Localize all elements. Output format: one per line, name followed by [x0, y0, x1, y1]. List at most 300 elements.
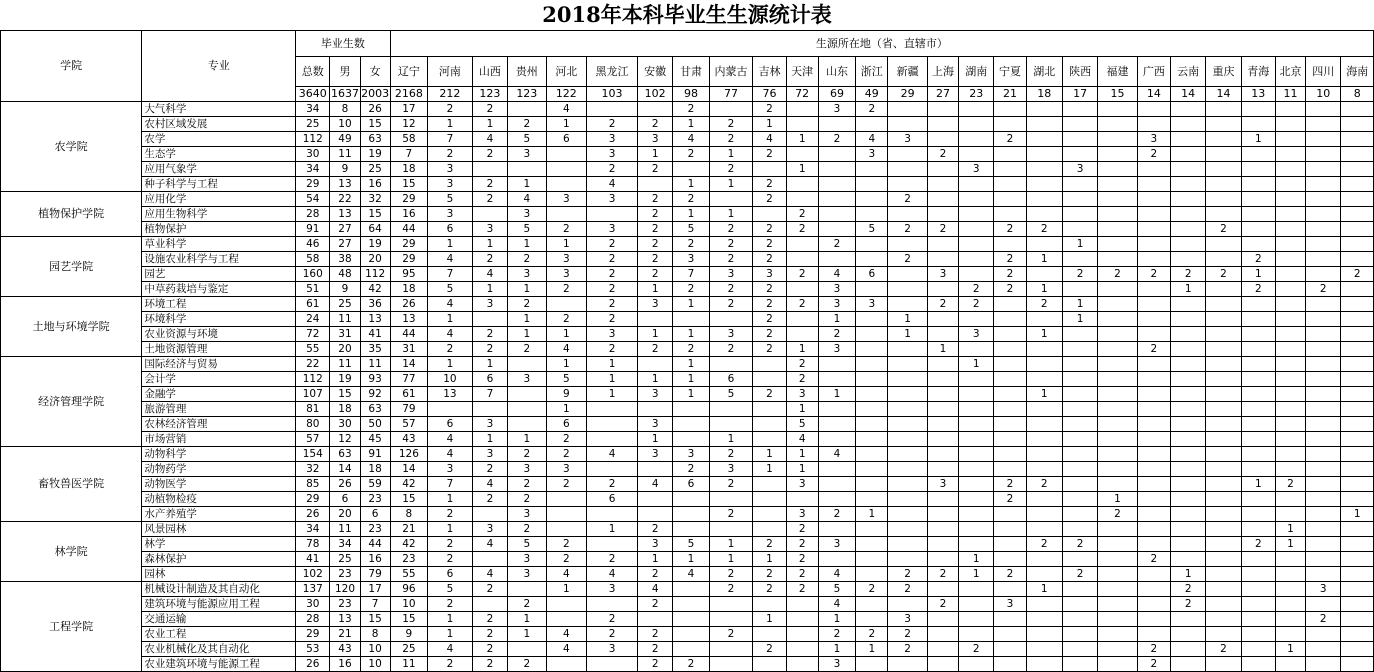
data-cell: 14: [390, 357, 427, 372]
total-cell: 14: [1171, 87, 1206, 102]
data-cell: [959, 207, 994, 222]
data-cell: 1: [786, 342, 818, 357]
data-cell: [1098, 282, 1137, 297]
data-cell: 2: [508, 522, 546, 537]
data-cell: [1098, 522, 1137, 537]
data-cell: [546, 297, 587, 312]
data-cell: 8: [330, 102, 360, 117]
data-cell: [709, 192, 753, 207]
data-cell: [1306, 567, 1341, 582]
data-cell: 6: [587, 492, 638, 507]
data-cell: [1026, 462, 1062, 477]
data-cell: [1275, 402, 1305, 417]
data-cell: 11: [330, 522, 360, 537]
data-cell: 2: [472, 612, 507, 627]
table-row: [1, 552, 1374, 567]
data-cell: 2: [709, 567, 753, 582]
province-column-header: 湖北: [1026, 57, 1062, 87]
table-row: [1, 297, 1374, 312]
data-cell: [1137, 477, 1170, 492]
data-cell: 1: [508, 177, 546, 192]
major-cell: 国际经济与贸易: [142, 357, 296, 372]
data-cell: 5: [428, 192, 473, 207]
data-cell: [1026, 207, 1062, 222]
data-cell: 102: [296, 567, 330, 582]
data-cell: [1275, 627, 1305, 642]
data-cell: 12: [330, 432, 360, 447]
data-cell: [709, 102, 753, 117]
data-cell: [1098, 612, 1137, 627]
data-cell: [1306, 312, 1341, 327]
data-cell: [1098, 387, 1137, 402]
data-cell: [927, 657, 958, 672]
college-cell: 园艺学院: [1, 237, 142, 297]
data-cell: [1171, 132, 1206, 147]
data-cell: [1275, 117, 1305, 132]
data-cell: [753, 162, 786, 177]
data-cell: [1341, 522, 1374, 537]
data-cell: [856, 192, 888, 207]
data-cell: [888, 522, 927, 537]
data-cell: 112: [360, 267, 390, 282]
data-cell: 1: [673, 177, 709, 192]
data-cell: 2: [428, 147, 473, 162]
data-cell: 6: [546, 132, 587, 147]
data-cell: [1171, 102, 1206, 117]
major-cell: 林学: [142, 537, 296, 552]
data-cell: [1306, 327, 1341, 342]
province-column-header: 辽宁: [390, 57, 427, 87]
data-cell: [1206, 387, 1241, 402]
major-cell: 市场营销: [142, 432, 296, 447]
data-cell: [1026, 552, 1062, 567]
data-cell: 2: [753, 537, 786, 552]
data-cell: 95: [390, 267, 427, 282]
data-cell: 1: [959, 567, 994, 582]
data-cell: [1026, 192, 1062, 207]
major-cell: 农学: [142, 132, 296, 147]
data-cell: 1: [472, 432, 507, 447]
data-cell: [1137, 507, 1170, 522]
data-cell: [1171, 642, 1206, 657]
data-cell: [1062, 642, 1097, 657]
data-cell: [786, 597, 818, 612]
major-cell: 环境工程: [142, 297, 296, 312]
data-cell: [1137, 297, 1170, 312]
data-cell: [1275, 162, 1305, 177]
data-cell: 2: [888, 642, 927, 657]
data-cell: [856, 462, 888, 477]
data-cell: 1: [546, 357, 587, 372]
data-cell: [709, 312, 753, 327]
data-cell: 2: [472, 147, 507, 162]
data-cell: 96: [390, 582, 427, 597]
data-cell: 4: [818, 447, 855, 462]
data-cell: 1: [546, 582, 587, 597]
data-cell: [1026, 597, 1062, 612]
data-cell: 91: [296, 222, 330, 237]
data-cell: [959, 417, 994, 432]
data-cell: [1306, 102, 1341, 117]
data-cell: [1171, 327, 1206, 342]
data-cell: 1: [709, 177, 753, 192]
data-cell: 1: [709, 552, 753, 567]
statistics-table: [0, 30, 1374, 672]
data-cell: 3: [709, 267, 753, 282]
data-cell: 2: [1062, 267, 1097, 282]
data-cell: 1: [1171, 567, 1206, 582]
data-cell: 3: [508, 507, 546, 522]
data-cell: [587, 417, 638, 432]
data-cell: [1137, 207, 1170, 222]
data-cell: [1241, 207, 1275, 222]
data-cell: [753, 357, 786, 372]
data-cell: [1341, 372, 1374, 387]
data-cell: 1: [709, 432, 753, 447]
data-cell: [1206, 207, 1241, 222]
data-cell: [1062, 522, 1097, 537]
data-cell: 35: [360, 342, 390, 357]
province-column-header: 陕西: [1062, 57, 1097, 87]
data-cell: [856, 162, 888, 177]
data-cell: [994, 147, 1026, 162]
data-cell: 3: [818, 282, 855, 297]
data-cell: [959, 222, 994, 237]
data-cell: 2: [994, 567, 1026, 582]
data-cell: [753, 522, 786, 537]
data-cell: [1275, 102, 1305, 117]
data-cell: 4: [472, 132, 507, 147]
data-cell: [753, 417, 786, 432]
total-cell: 98: [673, 87, 709, 102]
data-cell: 2: [786, 552, 818, 567]
data-cell: [927, 192, 958, 207]
data-cell: [1098, 327, 1137, 342]
data-cell: 2: [587, 627, 638, 642]
province-column-header: 山西: [472, 57, 507, 87]
data-cell: 14: [390, 462, 427, 477]
data-cell: [818, 522, 855, 537]
data-cell: [546, 597, 587, 612]
data-cell: 1: [1171, 282, 1206, 297]
data-cell: 6: [428, 567, 473, 582]
data-cell: 2: [673, 192, 709, 207]
data-cell: 63: [360, 402, 390, 417]
data-cell: [587, 402, 638, 417]
major-cell: 动物药学: [142, 462, 296, 477]
data-cell: 4: [472, 267, 507, 282]
data-cell: [673, 582, 709, 597]
data-cell: [1098, 132, 1137, 147]
data-cell: 3: [673, 252, 709, 267]
data-cell: [1171, 357, 1206, 372]
data-cell: 3: [786, 507, 818, 522]
data-cell: [1062, 327, 1097, 342]
data-cell: [856, 402, 888, 417]
data-cell: 2: [927, 222, 958, 237]
data-cell: [1241, 612, 1275, 627]
data-cell: 2: [428, 342, 473, 357]
data-cell: 2: [428, 657, 473, 672]
data-cell: 2: [959, 642, 994, 657]
data-cell: [1137, 357, 1170, 372]
data-cell: 2: [587, 237, 638, 252]
major-cell: 设施农业科学与工程: [142, 252, 296, 267]
data-cell: 2: [1171, 267, 1206, 282]
data-cell: [888, 177, 927, 192]
data-cell: [1171, 492, 1206, 507]
data-cell: [546, 657, 587, 672]
data-cell: [786, 282, 818, 297]
major-cell: 金融学: [142, 387, 296, 402]
data-cell: 126: [390, 447, 427, 462]
data-cell: [1026, 447, 1062, 462]
data-cell: [1062, 147, 1097, 162]
major-cell: 应用气象学: [142, 162, 296, 177]
data-cell: 4: [428, 297, 473, 312]
data-cell: 3: [1062, 162, 1097, 177]
data-cell: 1: [1241, 132, 1275, 147]
data-cell: [959, 372, 994, 387]
data-cell: 3: [587, 582, 638, 597]
data-cell: 2: [587, 612, 638, 627]
table-row: [1, 282, 1374, 297]
data-cell: [1206, 282, 1241, 297]
data-cell: 5: [428, 582, 473, 597]
data-cell: [1341, 567, 1374, 582]
data-cell: 4: [587, 447, 638, 462]
data-cell: 24: [296, 312, 330, 327]
total-cell: 76: [753, 87, 786, 102]
data-cell: 2: [888, 192, 927, 207]
table-row: [1, 132, 1374, 147]
data-cell: 4: [546, 642, 587, 657]
data-cell: 4: [546, 567, 587, 582]
data-cell: 2: [753, 282, 786, 297]
data-cell: [927, 132, 958, 147]
data-cell: [927, 447, 958, 462]
data-cell: [888, 657, 927, 672]
data-cell: [959, 192, 994, 207]
data-cell: 19: [360, 147, 390, 162]
data-cell: 3: [709, 462, 753, 477]
data-cell: 15: [330, 387, 360, 402]
data-cell: [856, 357, 888, 372]
data-cell: 3: [753, 267, 786, 282]
major-cell: 会计学: [142, 372, 296, 387]
data-cell: [1171, 237, 1206, 252]
data-cell: 1: [546, 402, 587, 417]
data-cell: [638, 177, 673, 192]
data-cell: 2: [508, 117, 546, 132]
data-cell: [587, 432, 638, 447]
data-cell: 25: [330, 552, 360, 567]
data-cell: [1241, 357, 1275, 372]
data-cell: 1: [428, 117, 473, 132]
data-cell: 2: [587, 552, 638, 567]
major-cell: 机械设计制造及其自动化: [142, 582, 296, 597]
data-cell: [1241, 402, 1275, 417]
data-cell: [1206, 177, 1241, 192]
data-cell: [673, 417, 709, 432]
data-cell: [959, 477, 994, 492]
data-cell: 1: [709, 537, 753, 552]
data-cell: [1306, 402, 1341, 417]
data-cell: 5: [856, 222, 888, 237]
table-row: [1, 147, 1374, 162]
data-cell: 2: [786, 537, 818, 552]
total-cell: 212: [428, 87, 473, 102]
data-cell: 4: [818, 597, 855, 612]
data-cell: 1: [546, 237, 587, 252]
data-cell: [1062, 657, 1097, 672]
data-cell: [818, 372, 855, 387]
data-cell: 2: [959, 282, 994, 297]
data-cell: [1137, 282, 1170, 297]
data-cell: [1062, 402, 1097, 417]
total-cell: 17: [1062, 87, 1097, 102]
total-cell: 2168: [390, 87, 427, 102]
data-cell: [1062, 207, 1097, 222]
data-cell: [888, 432, 927, 447]
data-cell: [1275, 372, 1305, 387]
data-cell: 2: [1137, 657, 1170, 672]
data-cell: [927, 627, 958, 642]
data-cell: [1341, 282, 1374, 297]
data-cell: 29: [296, 492, 330, 507]
data-cell: 2: [856, 582, 888, 597]
data-cell: [1206, 117, 1241, 132]
data-cell: 1: [587, 387, 638, 402]
data-cell: [638, 402, 673, 417]
data-cell: 2: [994, 252, 1026, 267]
college-header: 学院: [1, 31, 142, 102]
data-cell: [1137, 522, 1170, 537]
data-cell: [1098, 192, 1137, 207]
data-cell: [1171, 402, 1206, 417]
data-cell: [753, 432, 786, 447]
data-cell: 1: [428, 312, 473, 327]
data-cell: [888, 147, 927, 162]
data-cell: [994, 627, 1026, 642]
data-cell: [959, 342, 994, 357]
province-column-header: 天津: [786, 57, 818, 87]
data-cell: 137: [296, 582, 330, 597]
data-cell: 21: [390, 522, 427, 537]
table-row: [1, 207, 1374, 222]
data-cell: 30: [296, 147, 330, 162]
province-column-header: 黑龙江: [587, 57, 638, 87]
province-column-header: 云南: [1171, 57, 1206, 87]
data-cell: [1171, 177, 1206, 192]
data-cell: 4: [638, 582, 673, 597]
data-cell: [1275, 597, 1305, 612]
data-cell: 3: [546, 267, 587, 282]
data-cell: 2: [508, 657, 546, 672]
data-cell: [1206, 417, 1241, 432]
data-cell: [1206, 567, 1241, 582]
data-cell: 1: [587, 522, 638, 537]
data-cell: [1098, 657, 1137, 672]
data-cell: 15: [390, 612, 427, 627]
data-cell: [1098, 177, 1137, 192]
total-cell: 103: [587, 87, 638, 102]
data-cell: [1306, 267, 1341, 282]
data-cell: [1306, 507, 1341, 522]
data-cell: 27: [330, 222, 360, 237]
total-cell: 18: [1026, 87, 1062, 102]
province-column-header: 湖南: [959, 57, 994, 87]
data-cell: 17: [390, 102, 427, 117]
data-cell: [1241, 387, 1275, 402]
data-cell: [994, 342, 1026, 357]
data-cell: 43: [390, 432, 427, 447]
data-cell: [673, 507, 709, 522]
major-cell: 旅游管理: [142, 402, 296, 417]
data-cell: [1241, 447, 1275, 462]
data-cell: [638, 462, 673, 477]
data-cell: 2: [959, 297, 994, 312]
data-cell: 1: [428, 357, 473, 372]
data-cell: [1206, 597, 1241, 612]
data-cell: 2: [888, 567, 927, 582]
data-cell: [994, 657, 1026, 672]
data-cell: 3: [428, 207, 473, 222]
data-cell: 12: [390, 117, 427, 132]
data-cell: [888, 372, 927, 387]
data-cell: [1306, 372, 1341, 387]
data-cell: [1137, 102, 1170, 117]
data-cell: [786, 177, 818, 192]
data-cell: 2: [709, 507, 753, 522]
data-cell: 2: [856, 102, 888, 117]
data-cell: 1: [508, 612, 546, 627]
data-cell: 1: [753, 447, 786, 462]
data-cell: 154: [296, 447, 330, 462]
data-cell: [1241, 642, 1275, 657]
data-cell: 4: [638, 477, 673, 492]
data-cell: 42: [390, 477, 427, 492]
data-cell: [888, 237, 927, 252]
data-cell: [1306, 537, 1341, 552]
data-cell: [1062, 582, 1097, 597]
data-cell: [818, 462, 855, 477]
data-cell: 7: [390, 147, 427, 162]
data-cell: [1137, 117, 1170, 132]
data-cell: [1062, 492, 1097, 507]
data-cell: [546, 492, 587, 507]
data-cell: [1206, 162, 1241, 177]
data-cell: 6: [709, 372, 753, 387]
data-cell: [888, 162, 927, 177]
data-cell: [1275, 507, 1305, 522]
province-column-header: 河北: [546, 57, 587, 87]
data-cell: 3: [786, 477, 818, 492]
data-cell: [1062, 372, 1097, 387]
data-cell: 3: [472, 222, 507, 237]
data-cell: [1137, 567, 1170, 582]
data-cell: [587, 462, 638, 477]
total-cell: 27: [927, 87, 958, 102]
data-cell: 13: [360, 312, 390, 327]
data-cell: 1: [818, 612, 855, 627]
major-cell: 水产养殖学: [142, 507, 296, 522]
data-cell: 2: [753, 342, 786, 357]
data-cell: [1241, 627, 1275, 642]
data-cell: [856, 387, 888, 402]
data-cell: [888, 492, 927, 507]
data-cell: [1341, 597, 1374, 612]
